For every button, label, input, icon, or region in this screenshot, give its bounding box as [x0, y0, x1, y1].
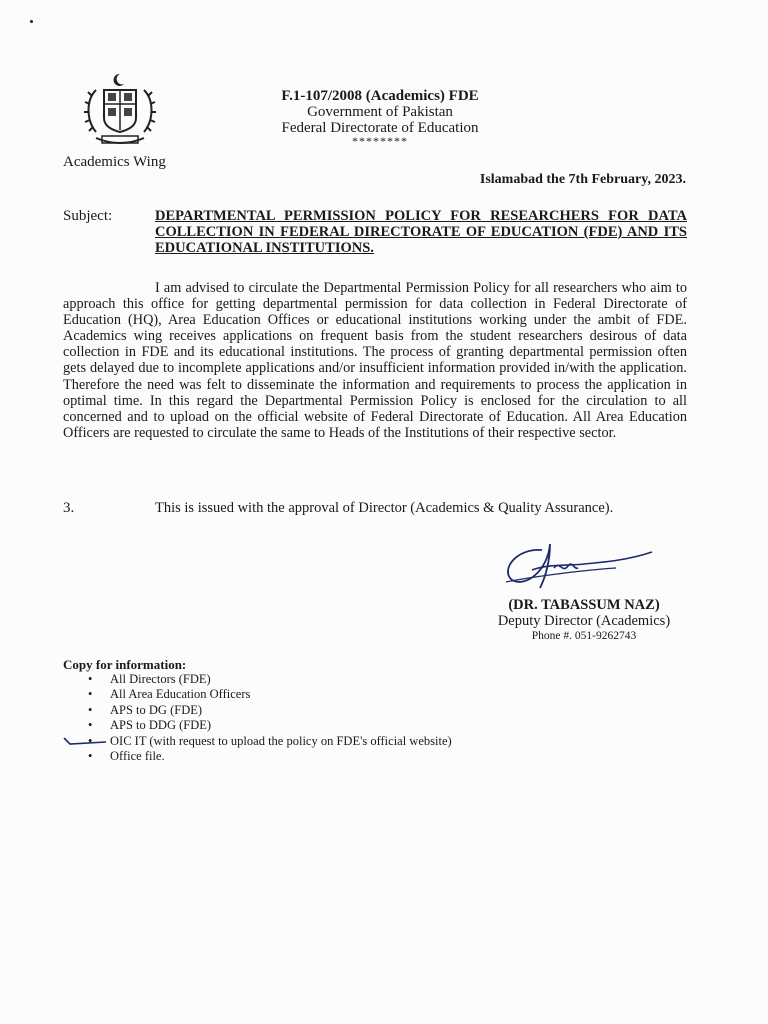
signatory-phone: Phone #. 051-9262743 [531, 630, 637, 642]
approval-paragraph: This is issued with the approval of Director (Academics & Quality Assurance). [155, 500, 614, 516]
list-item: • APS to DG (FDE) [88, 703, 452, 718]
paragraph-number: 3. [63, 500, 75, 516]
copy-list [88, 672, 452, 764]
list-item: • Office file. [88, 749, 452, 764]
wing-name: Academics Wing [63, 154, 166, 170]
government-line: Government of Pakistan [307, 104, 453, 120]
signatory-name: (DR. TABASSUM NAZ) [508, 597, 660, 613]
list-item: • All Directors (FDE) [88, 672, 452, 687]
date-line: Islamabad the 7th February, 2023. [479, 172, 686, 187]
header-stars: ******** [352, 134, 408, 148]
checkmark-icon [62, 732, 108, 748]
list-item: • APS to DDG (FDE) [88, 718, 452, 733]
state-emblem-icon [82, 72, 158, 152]
directorate-line: Federal Directorate of Education [281, 120, 479, 136]
list-item: • All Area Education Officers [88, 687, 452, 702]
signatory-designation: Deputy Director (Academics) [497, 613, 671, 629]
subject-label: Subject: [63, 208, 113, 224]
signature-icon [496, 530, 656, 600]
subject-text: DEPARTMENTAL PERMISSION POLICY FOR RESEARCHERS FOR DATA COLLECTION IN FEDERAL DIRECTORATE OF EDUCATION (FDE) AND ITS EDUCATIONAL INSTITUTIONS. [155, 208, 687, 256]
body-paragraph: I am advised to circulate the Departmental Permission Policy for all researchers who aim to approach this office for getting departmental permission for data collection in Federal Directorate of Education (HQ), Area Education Offices or educational institutions working under the ambit of FDE. Academics wing receives applications on frequent basis from the student researchers desirous of data collection in FDE and its educational institutions. The process of granting departmental permission often gets delayed due to incomplete applications and/or insufficient information provided in/with the application. Therefore the need was felt to disseminate the information and requirements to process the application in optimal time. In this regard the Departmental Permission Policy is enclosed for the circulation to all concerned and to upload on the official website of Federal Directorate of Education. All Area Education Officers are requested to circulate the same to Heads of the Institutions of their respective sector. [63, 280, 687, 441]
list-item: • OIC IT (with request to upload the policy on FDE's official website) [88, 734, 452, 749]
copy-heading: Copy for information: [63, 657, 187, 672]
scan-speck [30, 20, 33, 23]
reference-number: F.1-107/2008 (Academics) FDE [281, 88, 479, 104]
